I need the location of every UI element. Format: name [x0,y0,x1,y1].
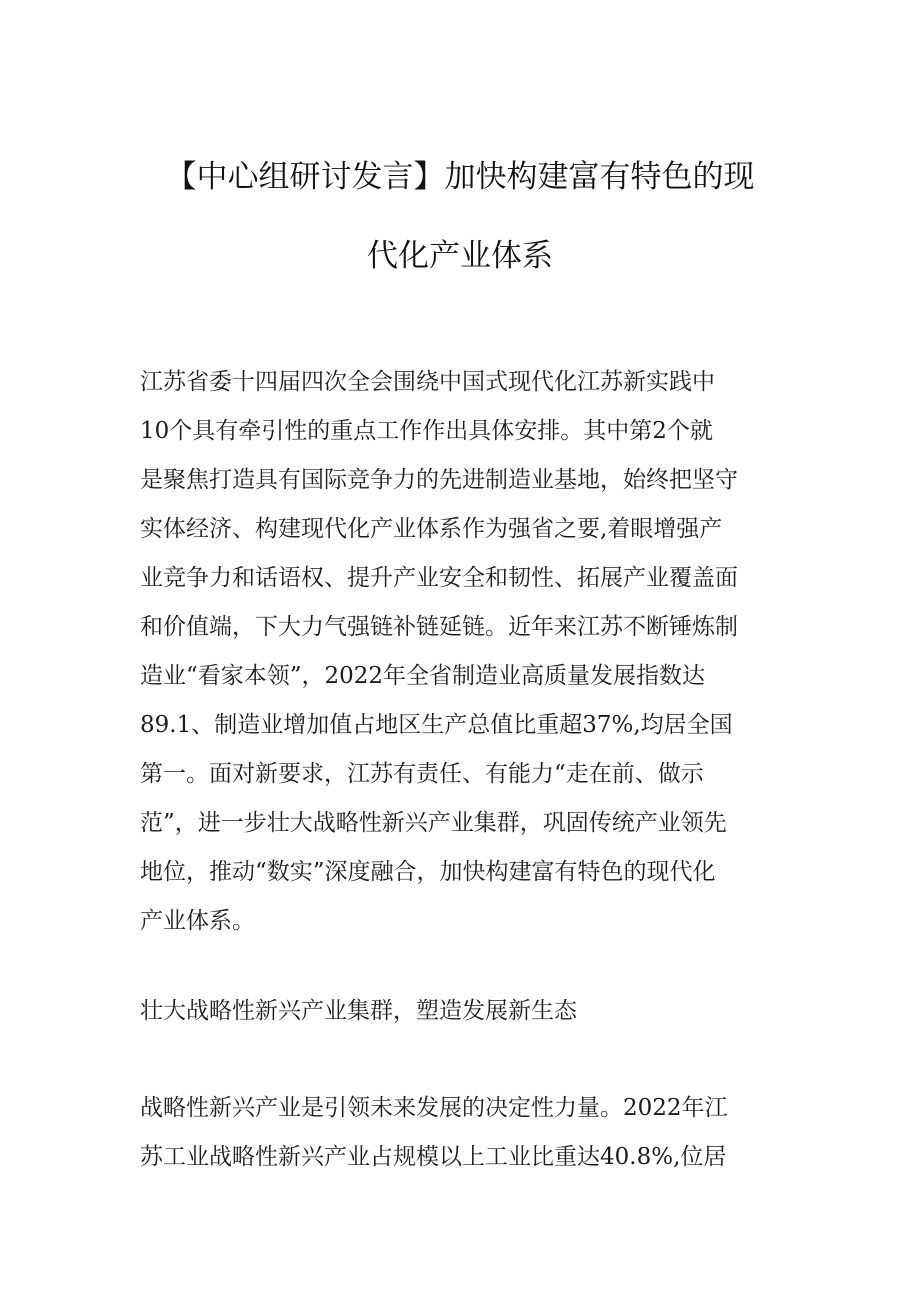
document-title-line-2: 代化产业体系 [367,238,553,274]
paragraph-line: 地位，推动“数实”深度融合，加快构建富有特色的现代化 [140,859,716,885]
paragraph-line: 89.1、制造业增加值占地区生产总值比重超37%,均居全国 [140,712,733,738]
section-heading: 壮大战略性新兴产业集群，塑造发展新生态 [140,998,577,1024]
paragraph-line: 第一。面对新要求，江苏有责任、有能力“走在前、做示 [140,761,704,787]
paragraph-line: 业竞争力和话语权、提升产业安全和韧性、拓展产业覆盖面 [140,565,738,591]
paragraph-line: 10个具有牵引性的重点工作作出具体安排。其中第2个就 [140,418,713,444]
paragraph-line: 产业体系。 [140,908,255,934]
paragraph-line: 范”，进一步壮大战略性新兴产业集群，巩固传统产业领先 [140,810,727,836]
paragraph-line: 是聚焦打造具有国际竞争力的先进制造业基地，始终把坚守 [140,467,738,493]
document-title-line-1: 【中心组研讨发言】加快构建富有特色的现 [165,159,755,195]
paragraph-line: 和价值端，下大力气强链补链延链。近年来江苏不断锤炼制 [140,614,738,640]
paragraph-line: 战略性新兴产业是引领未来发展的决定性力量。2022年江 [140,1095,728,1121]
paragraph-line: 苏工业战略性新兴产业占规模以上工业比重达40.8%,位居 [140,1144,727,1170]
paragraph-line: 造业“看家本领”，2022年全省制造业高质量发展指数达 [140,663,706,689]
paragraph-line: 江苏省委十四届四次全会围绕中国式现代化江苏新实践中 [140,369,715,395]
paragraph-line: 实体经济、构建现代化产业体系作为强省之要,着眼增强产 [140,516,723,542]
